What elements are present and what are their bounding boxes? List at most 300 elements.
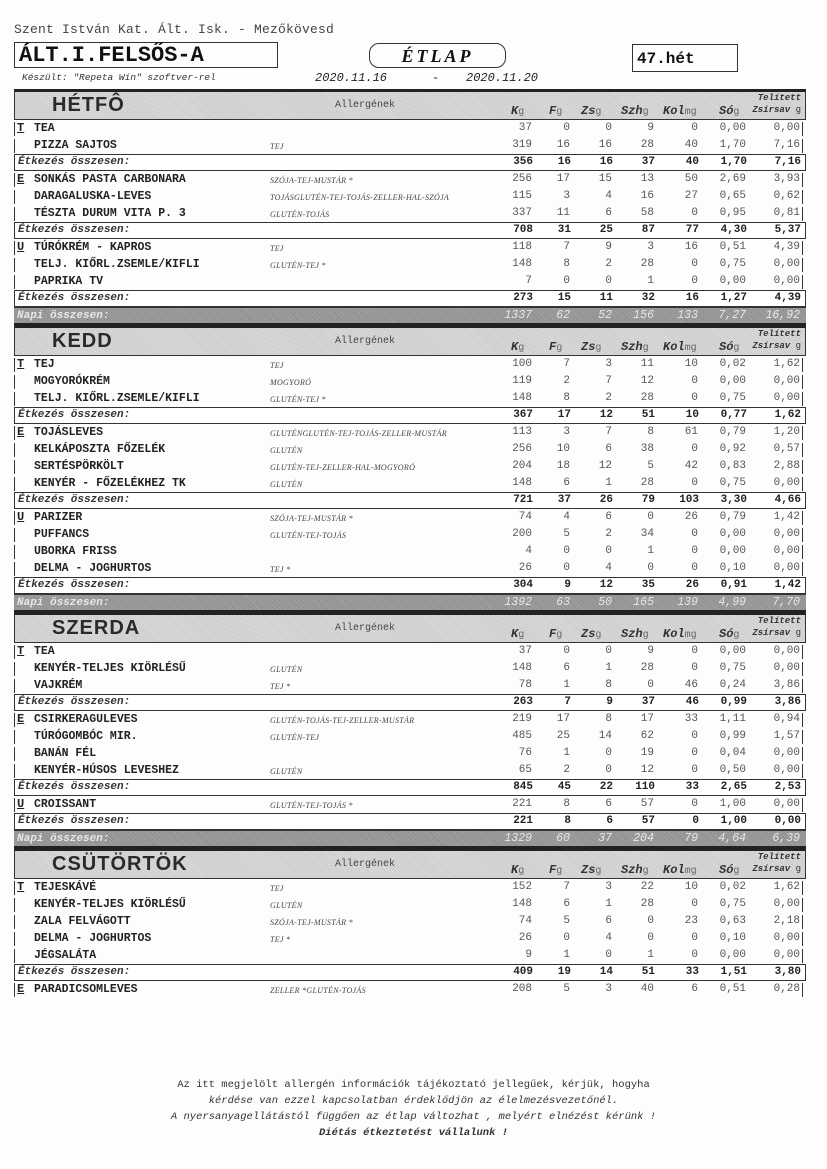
row-right-bar xyxy=(802,207,803,221)
item-value: 208 xyxy=(512,983,532,995)
item-value: 0,75 xyxy=(719,662,746,674)
row-bar xyxy=(14,139,15,153)
item-value: 0 xyxy=(647,915,654,927)
item-name: TEJ xyxy=(34,358,55,371)
item-value: 0,00 xyxy=(773,528,800,540)
item-value: 1 xyxy=(563,679,570,691)
item-value: 0 xyxy=(605,949,612,961)
item-value: 9 xyxy=(647,645,654,657)
day-total-value: 37 xyxy=(598,832,612,845)
meal-total-value: 15 xyxy=(557,292,571,304)
item-name: TOJÁSLEVES xyxy=(34,426,104,439)
item-name: PAPRIKA TV xyxy=(34,275,104,288)
meal-total-value: 2,65 xyxy=(720,781,747,793)
day-total-value: 7,70 xyxy=(772,596,800,609)
meal-total-value: 16 xyxy=(599,156,613,168)
menu-item-row xyxy=(14,373,806,390)
meal-total-value: 221 xyxy=(513,815,533,827)
menu-item-row xyxy=(14,356,806,373)
meal-total-label: Étkezés összesen: xyxy=(18,292,131,304)
meal-total-value: 16 xyxy=(557,156,571,168)
column-unit: g xyxy=(518,343,525,354)
item-name: DARAGALUSKA-LEVES xyxy=(34,190,152,203)
item-allergens: MOGYORÓ xyxy=(270,378,312,387)
column-unit: g xyxy=(595,630,602,641)
item-value: 1,62 xyxy=(773,881,800,893)
item-name: KENYÉR-HÚSOS LEVESHEZ xyxy=(34,764,179,777)
item-value: 7 xyxy=(605,375,612,387)
item-allergens: GLUTÉN-TEJ * xyxy=(270,395,326,404)
item-value: 0,00 xyxy=(719,275,746,287)
meal-total-row xyxy=(14,222,806,239)
item-allergens: GLUTÉN-TOJÁS-TEJ-ZELLER-MUSTÁR xyxy=(270,716,415,725)
item-allergens: GLUTÉN-TEJ-ZELLER-HAL-MOGYORÓ xyxy=(270,463,416,472)
row-right-bar xyxy=(802,949,803,963)
item-value: 11 xyxy=(556,207,570,219)
item-value: 0 xyxy=(691,764,698,776)
item-value: 0,00 xyxy=(773,545,800,557)
row-bar xyxy=(14,460,15,474)
row-bar xyxy=(14,392,15,406)
item-value: 115 xyxy=(512,190,532,202)
meal-total-row xyxy=(14,813,806,830)
item-name: PUFFANCS xyxy=(34,528,90,541)
column-label: Kol xyxy=(663,340,685,354)
item-value: 16 xyxy=(684,241,698,253)
meal-total-value: 12 xyxy=(599,409,613,421)
row-bar xyxy=(14,511,15,525)
column-label: K xyxy=(511,627,519,641)
item-value: 6 xyxy=(605,511,612,523)
meal-total-value: 7,16 xyxy=(774,156,801,168)
item-value: 8 xyxy=(563,798,570,810)
column-unit: g xyxy=(795,341,801,351)
item-value: 10 xyxy=(684,881,698,893)
column-unit: g xyxy=(556,866,563,877)
meal-total-value: 5,37 xyxy=(774,224,801,236)
row-right-bar xyxy=(802,477,803,491)
item-value: 17 xyxy=(640,713,654,725)
item-value: 16 xyxy=(598,139,612,151)
item-value: 119 xyxy=(512,375,532,387)
item-value: 337 xyxy=(512,207,532,219)
item-value: 0 xyxy=(605,122,612,134)
item-value: 57 xyxy=(640,798,654,810)
item-name: SERTÉSPÖRKÖLT xyxy=(34,460,124,473)
row-bar xyxy=(14,915,15,929)
item-value: 0,75 xyxy=(719,898,746,910)
item-value: 15 xyxy=(598,173,612,185)
meal-total-value: 2,53 xyxy=(774,781,801,793)
item-value: 0,00 xyxy=(719,949,746,961)
item-value: 4 xyxy=(605,190,612,202)
row-right-bar xyxy=(802,679,803,693)
column-header-so xyxy=(719,340,739,354)
row-bar xyxy=(14,426,15,440)
item-allergens: GLUTÉN xyxy=(270,665,303,674)
item-value: 4 xyxy=(605,932,612,944)
item-name: PARADICSOMLEVES xyxy=(34,983,138,996)
item-allergens: GLUTÉN xyxy=(270,767,303,776)
column-header-f xyxy=(549,627,562,641)
column-header-so xyxy=(719,863,739,877)
item-value: 7 xyxy=(563,358,570,370)
column-label: Zs xyxy=(581,627,596,641)
column-header-telitett: Telített xyxy=(757,852,801,862)
meal-total-value: 845 xyxy=(513,781,533,793)
item-value: 0 xyxy=(691,122,698,134)
item-name: MOGYORÓKRÉM xyxy=(34,375,110,388)
row-bar xyxy=(14,562,15,576)
row-right-bar xyxy=(802,173,803,187)
item-name: PARIZER xyxy=(34,511,83,524)
item-name: TEA xyxy=(34,122,55,135)
menu-item-row xyxy=(14,930,806,947)
column-label: Zs xyxy=(581,863,596,877)
menu-item-row xyxy=(14,896,806,913)
item-value: 2,18 xyxy=(773,915,800,927)
meal-total-value: 45 xyxy=(557,781,571,793)
column-label: Szh xyxy=(621,863,643,877)
footer-line-2: kérdése van ezzel kapcsolatban érdeklődjön az élelmezésvezetőnél. xyxy=(208,1095,619,1107)
column-header-telitett: Telített xyxy=(757,616,801,626)
meal-total-value: 1,70 xyxy=(720,156,747,168)
item-name: KENYÉR-TELJES KIÖRLÉSŰ xyxy=(34,898,186,911)
item-value: 0,00 xyxy=(773,562,800,574)
item-value: 28 xyxy=(640,139,654,151)
meal-total-value: 721 xyxy=(513,494,533,506)
item-value: 319 xyxy=(512,139,532,151)
item-value: 485 xyxy=(512,730,532,742)
day-total-value: 52 xyxy=(598,309,612,322)
item-value: 1,42 xyxy=(773,511,800,523)
menu-item-row xyxy=(14,171,806,188)
meal-total-row xyxy=(14,694,806,711)
item-value: 0 xyxy=(691,949,698,961)
item-value: 118 xyxy=(512,241,532,253)
row-bar xyxy=(14,679,15,693)
row-bar xyxy=(14,662,15,676)
meal-total-value: 6 xyxy=(606,815,613,827)
item-value: 2 xyxy=(605,392,612,404)
row-bar xyxy=(14,645,15,659)
day-total-label: Napi összesen: xyxy=(17,597,110,609)
meal-total-value: 12 xyxy=(599,579,613,591)
column-label: Só xyxy=(719,104,734,118)
item-value: 33 xyxy=(684,713,698,725)
menu-title: ÁLT.I.FELSŐS-A xyxy=(14,42,278,68)
item-value: 0,63 xyxy=(719,915,746,927)
item-value: 0 xyxy=(605,764,612,776)
column-unit: g xyxy=(556,107,563,118)
meal-code: T xyxy=(17,121,25,135)
column-unit: g xyxy=(733,343,740,354)
meal-total-value: 14 xyxy=(599,966,613,978)
column-header-so xyxy=(719,627,739,641)
item-value: 13 xyxy=(640,173,654,185)
menu-item-row xyxy=(14,205,806,222)
column-header-k xyxy=(511,104,524,118)
meal-total-value: 87 xyxy=(641,224,655,236)
item-value: 16 xyxy=(556,139,570,151)
item-value: 17 xyxy=(556,173,570,185)
date-to: 2020.11.20 xyxy=(466,71,539,85)
column-label: Kol xyxy=(663,863,685,877)
meal-total-label: Étkezés összesen: xyxy=(18,696,131,708)
item-value: 4 xyxy=(605,562,612,574)
item-value: 0,10 xyxy=(719,932,746,944)
column-unit: g xyxy=(795,628,801,638)
item-value: 0 xyxy=(691,392,698,404)
footer-line-3: A nyersanyagellátástól függően az étlap változhat , melyért elnézést kérünk ! xyxy=(170,1111,657,1123)
item-allergens: TOJÁSGLUTÉN-TEJ-TOJÁS-ZELLER-HAL-SZÓJA xyxy=(270,193,450,202)
row-right-bar xyxy=(802,443,803,457)
meal-total-row xyxy=(14,290,806,307)
day-total-value: 156 xyxy=(633,309,654,322)
item-value: 2 xyxy=(563,764,570,776)
item-value: 76 xyxy=(518,747,532,759)
column-unit: g xyxy=(556,630,563,641)
menu-item-row xyxy=(14,947,806,964)
item-value: 1,11 xyxy=(719,713,746,725)
item-value: 7,16 xyxy=(773,139,800,151)
item-allergens: TEJ xyxy=(270,884,284,893)
meal-total-value: 263 xyxy=(513,696,533,708)
meal-total-label: Étkezés összesen: xyxy=(18,156,131,168)
item-name: PIZZA SAJTOS xyxy=(34,139,117,152)
meal-code: T xyxy=(17,644,25,658)
row-right-bar xyxy=(802,241,803,255)
row-bar xyxy=(14,528,15,542)
item-value: 6 xyxy=(563,898,570,910)
item-value: 28 xyxy=(640,898,654,910)
allergens-header: Allergének xyxy=(335,859,396,870)
item-value: 5 xyxy=(647,460,654,472)
item-allergens: GLUTÉN xyxy=(270,446,303,455)
meal-total-value: 8 xyxy=(564,815,571,827)
item-value: 0,00 xyxy=(773,375,800,387)
item-value: 74 xyxy=(518,511,532,523)
item-value: 0 xyxy=(647,679,654,691)
item-value: 12 xyxy=(598,460,612,472)
meal-total-value: 3,80 xyxy=(774,966,801,978)
item-value: 28 xyxy=(640,477,654,489)
item-value: 0 xyxy=(647,562,654,574)
item-value: 3 xyxy=(563,426,570,438)
column-header-f xyxy=(549,104,562,118)
item-value: 100 xyxy=(512,358,532,370)
menu-item-row xyxy=(14,441,806,458)
day-total-value: 63 xyxy=(556,596,570,609)
item-value: 148 xyxy=(512,662,532,674)
column-unit: g xyxy=(518,630,525,641)
item-value: 16 xyxy=(640,190,654,202)
row-right-bar xyxy=(802,375,803,389)
item-value: 3 xyxy=(605,358,612,370)
column-label: K xyxy=(511,104,519,118)
meal-total-value: 33 xyxy=(685,966,699,978)
meal-total-value: 4,30 xyxy=(720,224,747,236)
meal-total-value: 1,27 xyxy=(720,292,747,304)
column-unit: g xyxy=(556,343,563,354)
column-label: Kol xyxy=(663,627,685,641)
item-allergens: ZELLER *GLUTÉN-TOJÁS xyxy=(270,986,366,995)
day-total-value: 16,92 xyxy=(765,309,800,322)
row-bar xyxy=(14,241,15,255)
meal-total-value: 1,51 xyxy=(720,966,747,978)
column-label: Zsírsav xyxy=(752,105,791,115)
column-unit: g xyxy=(733,866,740,877)
item-value: 40 xyxy=(640,983,654,995)
meal-total-value: 25 xyxy=(599,224,613,236)
item-value: 0,75 xyxy=(719,258,746,270)
day-name: CSÜTÖRTÖK xyxy=(52,853,188,875)
meal-total-label: Étkezés összesen: xyxy=(18,781,131,793)
menu-item-row xyxy=(14,879,806,896)
item-value: 0,79 xyxy=(719,511,746,523)
meal-total-value: 57 xyxy=(641,815,655,827)
date-separator: - xyxy=(432,71,440,85)
item-value: 0 xyxy=(691,932,698,944)
column-label: Só xyxy=(719,863,734,877)
item-value: 17 xyxy=(556,713,570,725)
item-value: 148 xyxy=(512,898,532,910)
meal-total-value: 7 xyxy=(564,696,571,708)
week-number: 47.hét xyxy=(632,44,738,72)
item-value: 0 xyxy=(691,207,698,219)
item-name: TELJ. KIŐRL.ZSEMLE/KIFLI xyxy=(34,258,200,271)
menu-item-row xyxy=(14,120,806,137)
item-value: 74 xyxy=(518,915,532,927)
meal-total-value: 409 xyxy=(513,966,533,978)
row-right-bar xyxy=(802,426,803,440)
row-right-bar xyxy=(802,764,803,778)
row-bar xyxy=(14,207,15,221)
item-name: CROISSANT xyxy=(34,798,97,811)
column-label: Kol xyxy=(663,104,685,118)
meal-total-value: 708 xyxy=(513,224,533,236)
row-right-bar xyxy=(802,562,803,576)
item-value: 25 xyxy=(556,730,570,742)
meal-total-value: 22 xyxy=(599,781,613,793)
menu-item-row xyxy=(14,543,806,560)
meal-total-row xyxy=(14,154,806,171)
day-total-value: 4,99 xyxy=(718,596,746,609)
column-header-f xyxy=(549,340,562,354)
item-value: 11 xyxy=(640,358,654,370)
item-value: 1 xyxy=(647,545,654,557)
meal-code: E xyxy=(17,172,25,186)
row-bar xyxy=(14,545,15,559)
item-value: 9 xyxy=(605,241,612,253)
column-header-zs xyxy=(581,627,601,641)
row-bar xyxy=(14,713,15,727)
column-header-zsirsav xyxy=(752,105,801,115)
column-label: Só xyxy=(719,340,734,354)
item-value: 0,99 xyxy=(719,730,746,742)
column-header-szh xyxy=(621,340,649,354)
meal-total-value: 1,62 xyxy=(774,409,801,421)
day-total-value: 7,27 xyxy=(718,309,746,322)
meal-code: E xyxy=(17,712,25,726)
item-value: 26 xyxy=(518,932,532,944)
item-value: 18 xyxy=(556,460,570,472)
item-value: 6 xyxy=(563,662,570,674)
item-value: 26 xyxy=(684,511,698,523)
item-value: 148 xyxy=(512,258,532,270)
item-value: 0 xyxy=(691,562,698,574)
row-right-bar xyxy=(802,275,803,289)
column-label: Szh xyxy=(621,104,643,118)
meal-code: E xyxy=(17,425,25,439)
row-right-bar xyxy=(802,122,803,136)
item-value: 0,00 xyxy=(773,477,800,489)
item-value: 0,83 xyxy=(719,460,746,472)
item-value: 1,57 xyxy=(773,730,800,742)
item-allergens: TEJ xyxy=(270,361,284,370)
item-value: 12 xyxy=(640,375,654,387)
item-name: TÚRÓKRÉM - KAPROS xyxy=(34,241,152,254)
row-bar xyxy=(14,747,15,761)
day-total-value: 204 xyxy=(633,832,654,845)
item-value: 0,00 xyxy=(773,645,800,657)
item-allergens: TEJ xyxy=(270,244,284,253)
item-name: TÉSZTA DURUM VITA P. 3 xyxy=(34,207,186,220)
column-unit: g xyxy=(642,630,649,641)
item-value: 0,79 xyxy=(719,426,746,438)
item-value: 0,75 xyxy=(719,392,746,404)
day-total-value: 6,39 xyxy=(772,832,800,845)
menu-item-row xyxy=(14,711,806,728)
column-label: Zs xyxy=(581,340,596,354)
day-total-value: 1329 xyxy=(504,832,532,845)
meal-total-value: 37 xyxy=(641,156,655,168)
meal-total-value: 9 xyxy=(564,579,571,591)
item-value: 6 xyxy=(605,207,612,219)
item-name: CSIRKERAGULEVES xyxy=(34,713,138,726)
meal-code: U xyxy=(17,797,25,811)
item-value: 10 xyxy=(556,443,570,455)
menu-item-row xyxy=(14,458,806,475)
item-value: 256 xyxy=(512,443,532,455)
item-value: 200 xyxy=(512,528,532,540)
meal-total-value: 26 xyxy=(685,579,699,591)
meal-total-value: 9 xyxy=(606,696,613,708)
item-value: 0,00 xyxy=(719,545,746,557)
menu-item-row xyxy=(14,239,806,256)
column-unit: g xyxy=(733,630,740,641)
item-value: 0 xyxy=(691,275,698,287)
item-value: 0,00 xyxy=(773,949,800,961)
item-value: 0 xyxy=(563,545,570,557)
item-value: 0,92 xyxy=(719,443,746,455)
meal-code: T xyxy=(17,880,25,894)
menu-item-row xyxy=(14,475,806,492)
menu-item-row xyxy=(14,256,806,273)
column-unit: mg xyxy=(684,630,697,641)
item-value: 2,88 xyxy=(773,460,800,472)
item-value: 38 xyxy=(640,443,654,455)
row-right-bar xyxy=(802,881,803,895)
item-allergens: GLUTÉN-TEJ * xyxy=(270,261,326,270)
column-header-zs xyxy=(581,340,601,354)
day-name: KEDD xyxy=(52,330,113,352)
menu-sheet xyxy=(14,89,806,998)
item-name: UBORKA FRISS xyxy=(34,545,117,558)
meal-total-value: 19 xyxy=(557,966,571,978)
item-value: 2 xyxy=(605,258,612,270)
day-total-value: 79 xyxy=(684,832,698,845)
